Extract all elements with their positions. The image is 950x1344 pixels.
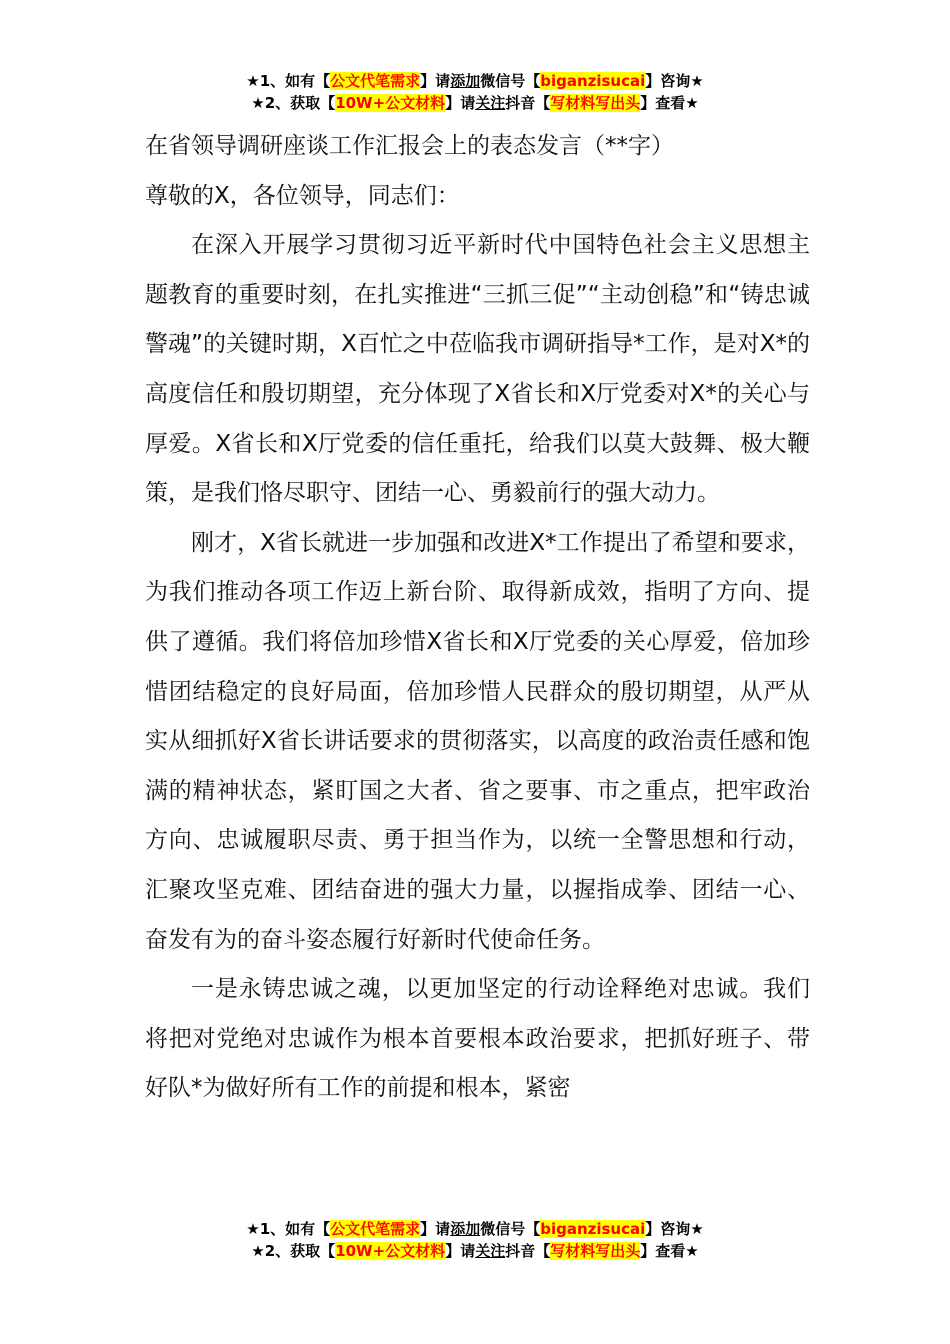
paragraph-1: 在深入开展学习贯彻习近平新时代中国特色社会主义思想主题教育的重要时刻，在扎实推进“三抓三促”“主动创稳”和“铸忠诚警魂”的关键时期，X百忙之中莅临我市调研指导*工作，是对X*的高度信任和殷切期望，充分体现了X省长和X厅党委对X*的关心与厚爱。X省长和X厅党委的信任重托，给我们以莫大鼓舞、极大鞭策，是我们恪尽职守、团结一心、勇毅前行的强大动力。 [145,232,810,507]
bottom-promo-banner [0,1218,950,1262]
paragraph-3: 一是永铸忠诚之魂，以更加坚定的行动诠释绝对忠诚。我们将把对党绝对忠诚作为根本首要根本政治要求，把抓好班子、带好队*为做好所有工作的前提和根本，紧密 [145,976,810,1102]
top-promo-banner [0,70,950,114]
highlight-wechat-id: biganzisucai [540,72,646,90]
paragraph-2: 刚才，X省长就进一步加强和改进X*工作提出了希望和要求，为我们推动各项工作迈上新台阶、取得新成效，指明了方向、提供了遵循。我们将倍加珍惜X省长和X厅党委的关心厚爱，倍加珍惜团结稳定的良好局面，倍加珍惜人民群众的殷切期望，从严从实从细抓好X省长讲话要求的贯彻落实，以高度的政治责任感和饱满的精神状态，紧盯国之大者、省之要事、市之重点，把牢政治方向、忠诚履职尽责、勇于担当作为，以统一全警思想和行动，汇聚攻坚克难、团结奋进的强大力量，以握指成拳、团结一心、奋发有为的奋斗姿态履行好新时代使命任务。 [145,529,810,953]
promo-line-1: ★1、如有【公文代笔需求】请添加微信号【biganzisucai】咨询★ [246,72,704,90]
highlight-service: 公文代笔需求 [330,1220,421,1238]
promo-line-2: ★2、获取【10W+公文材料】请关注抖音【写材料写出头】查看★ [251,1242,699,1260]
highlight-douyin: 写材料写出头 [550,94,641,112]
highlight-materials: 10W+公文材料 [335,94,446,112]
document-body [145,122,810,1114]
highlight-douyin: 写材料写出头 [550,1242,641,1260]
highlight-wechat-id: biganzisucai [540,1220,646,1238]
highlight-service: 公文代笔需求 [330,72,421,90]
promo-line-2: ★2、获取【10W+公文材料】请关注抖音【写材料写出头】查看★ [251,94,699,112]
promo-line-1: ★1、如有【公文代笔需求】请添加微信号【biganzisucai】咨询★ [246,1220,704,1238]
highlight-materials: 10W+公文材料 [335,1242,446,1260]
document-title: 在省领导调研座谈工作汇报会上的表态发言（**字） [145,133,674,159]
salutation: 尊敬的X，各位领导，同志们： [145,182,460,209]
